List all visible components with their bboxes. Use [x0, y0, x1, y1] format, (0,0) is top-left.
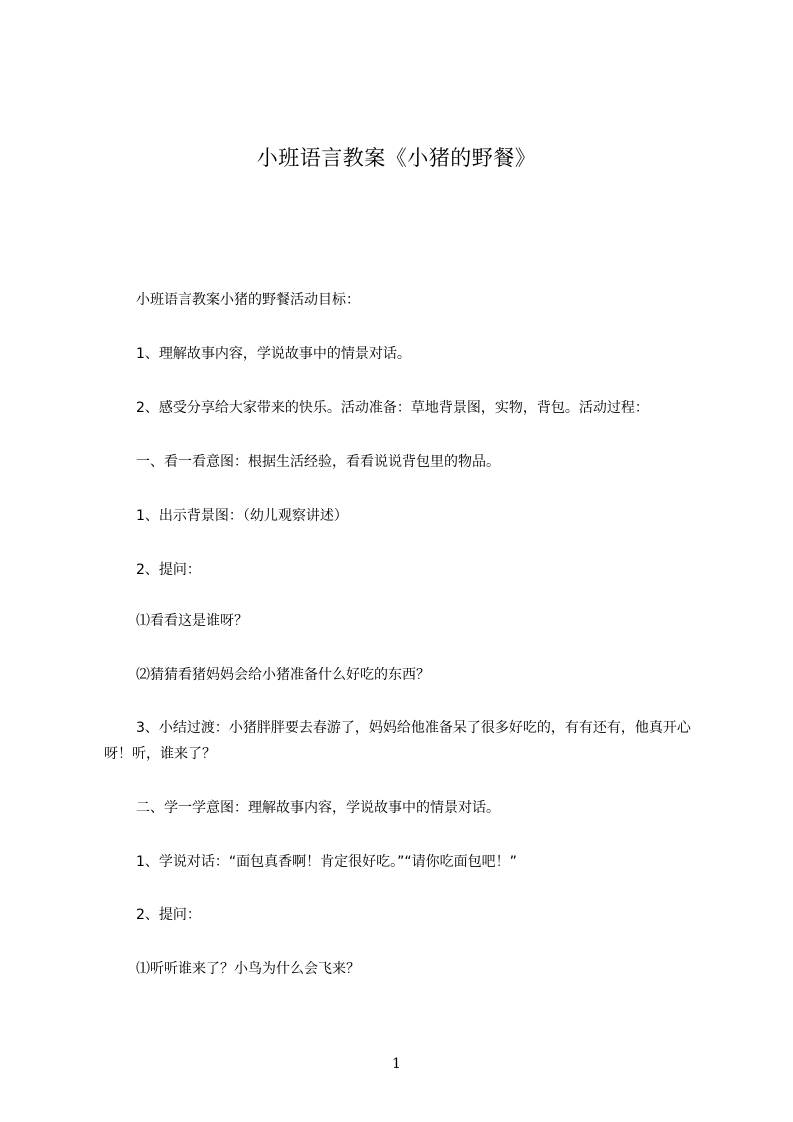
paragraph-dialogue: 1、学说对话：“面包真香啊！肯定很好吃。”“请你吃面包吧！” — [136, 854, 517, 870]
paragraph-question-2: ⑵猜猜看猪妈妈会给小猪准备什么好吃的东西？ — [136, 667, 430, 683]
paragraph-step-2b: 2、提问： — [136, 907, 201, 923]
paragraph-question-3: ⑴听听谁来了？小鸟为什么会飞来？ — [136, 961, 360, 977]
paragraph-objective-1: 1、理解故事内容，学说故事中的情景对话。 — [136, 346, 411, 362]
document-title: 小班语言教案《小猪的野餐》 — [256, 146, 537, 170]
paragraph-objective-2: 2、感受分享给大家带来的快乐。活动准备：草地背景图，实物，背包。活动过程： — [136, 400, 649, 416]
paragraph-step-1: 1、出示背景图：（幼儿观察讲述） — [136, 508, 348, 524]
paragraph-step-2: 2、提问： — [136, 562, 201, 578]
paragraph-objectives-heading: 小班语言教案小猪的野餐活动目标： — [136, 292, 360, 308]
paragraph-section-two: 二、学一学意图：理解故事内容，学说故事中的情景对话。 — [136, 800, 500, 816]
paragraph-section-one: 一、看一看意图：根据生活经验，看看说说背包里的物品。 — [136, 454, 500, 470]
paragraph-step-3: 3、小结过渡：小猪胖胖要去春游了，妈妈给他准备呆了很多好吃的，有有还有，他真开心呀！听，谁来了？ — [104, 720, 691, 762]
paragraph-question-1: ⑴看看这是谁呀？ — [136, 613, 248, 629]
page-number: 1 — [392, 1056, 401, 1072]
